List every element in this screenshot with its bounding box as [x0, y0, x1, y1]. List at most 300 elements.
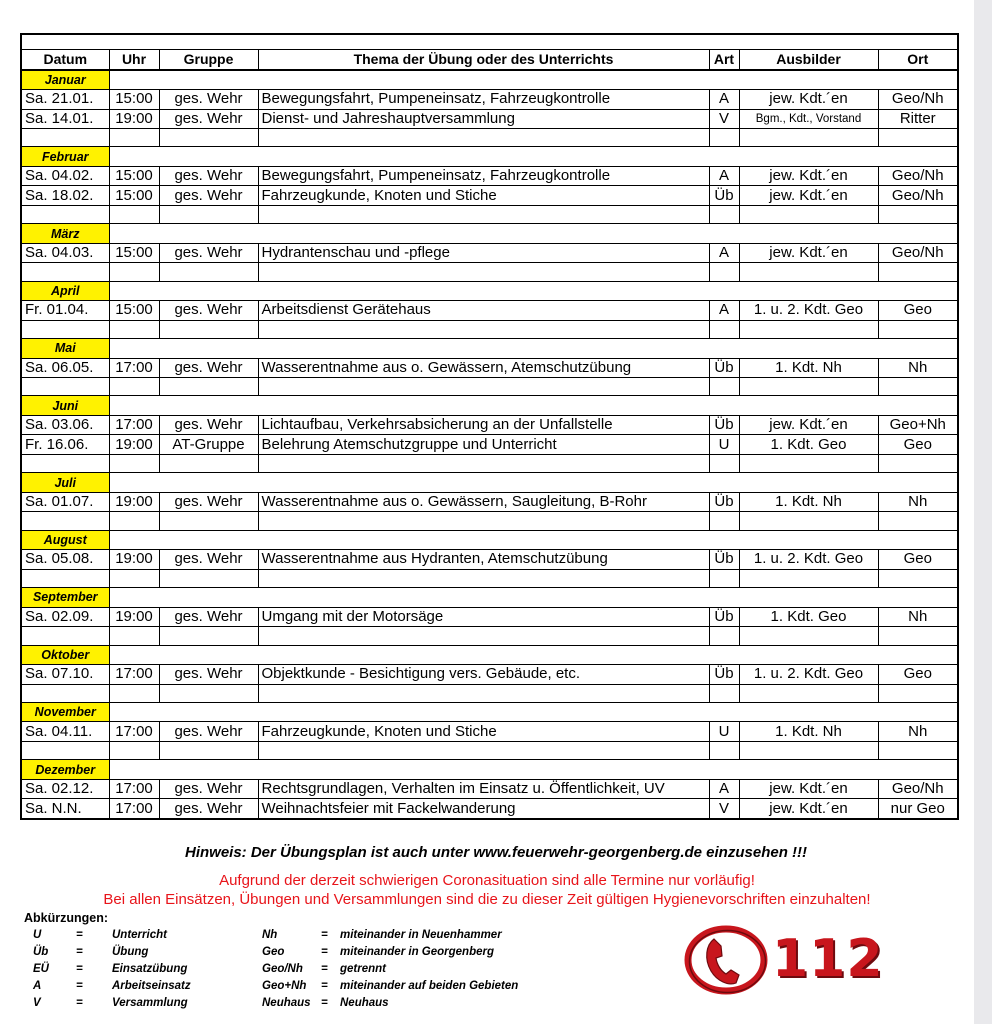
month-label: Januar: [21, 70, 109, 90]
table-row: [21, 301, 958, 321]
empty-cell: [709, 454, 739, 472]
corona-notice-line-2: Bei allen Einsätzen, Übungen und Versammlungen sind die zu dieser Zeit gültigen Hygienevorschriften einzuhalten!: [103, 891, 871, 908]
col-header-art: Art: [709, 50, 739, 70]
cell-datum: Sa. 18.02.: [21, 186, 109, 206]
cell-art: A: [709, 90, 739, 110]
cell-gruppe: ges. Wehr: [159, 415, 258, 435]
cell-ausbilder: 1. u. 2. Kdt. Geo: [739, 665, 878, 685]
empty-cell: [739, 263, 878, 281]
abbr-code: Üb: [33, 946, 49, 958]
cell-gruppe: ges. Wehr: [159, 492, 258, 512]
cell-thema: Wasserentnahme aus o. Gewässern, Atemschutzübung: [258, 358, 709, 378]
cell-uhr: 17:00: [109, 722, 159, 742]
month-row: [21, 70, 958, 90]
cell-art: A: [709, 166, 739, 186]
month-row-filler: [109, 473, 958, 493]
col-header-gruppe: Gruppe: [159, 50, 258, 70]
cell-thema: Weihnachtsfeier mit Fackelwanderung: [258, 799, 709, 819]
table-row: [21, 665, 958, 685]
empty-cell: [258, 320, 709, 338]
abbr-code: A: [33, 980, 42, 992]
abbr-meaning: Übung: [112, 946, 149, 958]
cell-ort: Geo/Nh: [878, 166, 958, 186]
empty-cell: [159, 627, 258, 645]
cell-gruppe: ges. Wehr: [159, 166, 258, 186]
month-row-filler: [109, 645, 958, 665]
cell-uhr: 15:00: [109, 243, 159, 263]
cell-uhr: 17:00: [109, 779, 159, 799]
abbr-meaning: Unterricht: [112, 929, 167, 941]
empty-cell: [709, 512, 739, 530]
month-row-filler: [109, 147, 958, 167]
abbreviations-title: Abkürzungen:: [24, 911, 109, 925]
col-header-datum: Datum: [21, 50, 109, 70]
empty-cell: [878, 627, 958, 645]
website-hint: Hinweis: Der Übungsplan ist auch unter www.feuerwehr-georgenberg.de einzusehen !!!: [184, 844, 808, 861]
cell-gruppe: ges. Wehr: [159, 186, 258, 206]
cell-thema: Belehrung Atemschutzgruppe und Unterricht: [258, 435, 709, 455]
table-row: [21, 415, 958, 435]
cell-ort: Nh: [878, 358, 958, 378]
month-row: [21, 530, 958, 550]
empty-row: [21, 129, 958, 147]
cell-datum: Sa. 01.07.: [21, 492, 109, 512]
schedule-table: [20, 33, 959, 820]
empty-cell: [109, 320, 159, 338]
empty-row: [21, 741, 958, 759]
cell-uhr: 15:00: [109, 186, 159, 206]
cell-art: V: [709, 109, 739, 129]
table-header-row: [21, 50, 958, 70]
table-row: [21, 358, 958, 378]
cell-ausbilder: Bgm., Kdt., Vorstand: [739, 109, 878, 129]
empty-row: [21, 205, 958, 223]
cell-ausbilder: 1. Kdt. Geo: [739, 435, 878, 455]
abbr-meaning: Arbeitseinsatz: [112, 980, 191, 992]
cell-ausbilder: 1. Kdt. Nh: [739, 492, 878, 512]
empty-cell: [21, 454, 109, 472]
cell-thema: Dienst- und Jahreshauptversammlung: [258, 109, 709, 129]
empty-cell: [709, 320, 739, 338]
empty-cell: [21, 129, 109, 147]
cell-uhr: 15:00: [109, 90, 159, 110]
empty-cell: [109, 378, 159, 396]
empty-cell: [709, 569, 739, 587]
month-row-filler: [109, 281, 958, 301]
empty-cell: [159, 684, 258, 702]
cell-art: Üb: [709, 415, 739, 435]
abbr-meaning: miteinander in Neuenhammer: [340, 929, 502, 941]
empty-row: [21, 378, 958, 396]
empty-cell: [21, 205, 109, 223]
cell-ausbilder: jew. Kdt.´en: [739, 799, 878, 819]
empty-cell: [878, 378, 958, 396]
empty-cell: [878, 454, 958, 472]
month-row: [21, 760, 958, 780]
empty-cell: [159, 263, 258, 281]
cell-ausbilder: jew. Kdt.´en: [739, 779, 878, 799]
empty-cell: [21, 378, 109, 396]
empty-row: [21, 263, 958, 281]
table-row: [21, 550, 958, 570]
month-row: [21, 702, 958, 722]
empty-cell: [258, 627, 709, 645]
cell-ort: nur Geo: [878, 799, 958, 819]
cell-ausbilder: jew. Kdt.´en: [739, 243, 878, 263]
empty-cell: [109, 569, 159, 587]
cell-art: Üb: [709, 607, 739, 627]
cell-ort: Geo/Nh: [878, 779, 958, 799]
month-row-filler: [109, 702, 958, 722]
empty-cell: [159, 512, 258, 530]
month-label: Juli: [21, 473, 109, 493]
empty-cell: [109, 627, 159, 645]
empty-cell: [739, 205, 878, 223]
table-row: [21, 243, 958, 263]
empty-cell: [21, 320, 109, 338]
cell-thema: Objektkunde - Besichtigung vers. Gebäude, etc.: [258, 665, 709, 685]
emergency-number-logo: [684, 925, 884, 995]
cell-thema: Wasserentnahme aus o. Gewässern, Saugleitung, B-Rohr: [258, 492, 709, 512]
cell-thema: Fahrzeugkunde, Knoten und Stiche: [258, 722, 709, 742]
empty-row: [21, 512, 958, 530]
table-row: [21, 166, 958, 186]
cell-thema: Bewegungsfahrt, Pumpeneinsatz, Fahrzeugkontrolle: [258, 90, 709, 110]
abbr-code: EÜ: [33, 963, 49, 975]
empty-cell: [739, 378, 878, 396]
emergency-number: 112: [772, 929, 884, 989]
col-header-thema: Thema der Übung oder des Unterrichts: [258, 50, 709, 70]
empty-row: [21, 627, 958, 645]
month-label: August: [21, 530, 109, 550]
cell-datum: Sa. 21.01.: [21, 90, 109, 110]
cell-thema: Hydrantenschau und -pflege: [258, 243, 709, 263]
cell-thema: Umgang mit der Motorsäge: [258, 607, 709, 627]
empty-cell: [878, 512, 958, 530]
abbr-meaning: Einsatzübung: [112, 963, 188, 975]
cell-ausbilder: jew. Kdt.´en: [739, 186, 878, 206]
cell-art: U: [709, 722, 739, 742]
cell-ort: Nh: [878, 722, 958, 742]
empty-cell: [709, 129, 739, 147]
col-header-uhr: Uhr: [109, 50, 159, 70]
month-label: November: [21, 702, 109, 722]
abbr-code: U: [33, 929, 42, 941]
empty-cell: [739, 741, 878, 759]
cell-thema: Lichtaufbau, Verkehrsabsicherung an der Unfallstelle: [258, 415, 709, 435]
cell-gruppe: ges. Wehr: [159, 109, 258, 129]
empty-row: [21, 454, 958, 472]
empty-row: [21, 320, 958, 338]
cell-art: U: [709, 435, 739, 455]
cell-uhr: 19:00: [109, 492, 159, 512]
cell-art: A: [709, 301, 739, 321]
cell-art: A: [709, 779, 739, 799]
abbr-meaning: miteinander in Georgenberg: [340, 946, 494, 958]
empty-cell: [21, 684, 109, 702]
cell-ort: Geo/Nh: [878, 186, 958, 206]
cell-thema: Fahrzeugkunde, Knoten und Stiche: [258, 186, 709, 206]
abbr-equals: =: [76, 980, 83, 992]
empty-cell: [159, 454, 258, 472]
empty-cell: [21, 741, 109, 759]
cell-ort: Geo: [878, 550, 958, 570]
empty-cell: [878, 569, 958, 587]
phone-handset-icon: [684, 925, 768, 995]
cell-uhr: 17:00: [109, 415, 159, 435]
cell-datum: Sa. 04.03.: [21, 243, 109, 263]
table-row: [21, 722, 958, 742]
empty-cell: [159, 320, 258, 338]
cell-thema: Bewegungsfahrt, Pumpeneinsatz, Fahrzeugkontrolle: [258, 166, 709, 186]
cell-uhr: 17:00: [109, 665, 159, 685]
cell-ausbilder: jew. Kdt.´en: [739, 90, 878, 110]
corona-notice-line-1: Aufgrund der derzeit schwierigen Coronasituation sind alle Termine nur vorläufig!: [219, 872, 755, 889]
cell-datum: Sa. 06.05.: [21, 358, 109, 378]
empty-cell: [739, 454, 878, 472]
cell-gruppe: AT-Gruppe: [159, 435, 258, 455]
empty-cell: [21, 569, 109, 587]
cell-uhr: 19:00: [109, 435, 159, 455]
cell-uhr: 15:00: [109, 301, 159, 321]
cell-ausbilder: 1. Kdt. Geo: [739, 607, 878, 627]
empty-cell: [878, 320, 958, 338]
cell-gruppe: ges. Wehr: [159, 358, 258, 378]
cell-gruppe: ges. Wehr: [159, 722, 258, 742]
month-row: [21, 396, 958, 416]
cell-gruppe: ges. Wehr: [159, 301, 258, 321]
empty-cell: [258, 378, 709, 396]
month-row-filler: [109, 70, 958, 90]
month-row: [21, 645, 958, 665]
cell-ort: Nh: [878, 607, 958, 627]
empty-cell: [878, 741, 958, 759]
empty-cell: [159, 129, 258, 147]
empty-cell: [739, 129, 878, 147]
cell-art: A: [709, 243, 739, 263]
month-label: Oktober: [21, 645, 109, 665]
empty-cell: [709, 378, 739, 396]
empty-cell: [109, 741, 159, 759]
cell-art: V: [709, 799, 739, 819]
abbr-meaning: miteinander auf beiden Gebieten: [340, 980, 519, 992]
cell-gruppe: ges. Wehr: [159, 779, 258, 799]
cell-uhr: 19:00: [109, 550, 159, 570]
cell-ort: Ritter: [878, 109, 958, 129]
empty-cell: [878, 205, 958, 223]
table-row: [21, 90, 958, 110]
cell-datum: Sa. 07.10.: [21, 665, 109, 685]
empty-cell: [878, 263, 958, 281]
empty-cell: [709, 627, 739, 645]
cell-ausbilder: 1. Kdt. Nh: [739, 722, 878, 742]
cell-gruppe: ges. Wehr: [159, 607, 258, 627]
abbr-equals: =: [76, 963, 83, 975]
cell-ort: Geo: [878, 665, 958, 685]
cell-gruppe: ges. Wehr: [159, 243, 258, 263]
cell-ort: Nh: [878, 492, 958, 512]
page-margin-strip: [974, 0, 992, 1024]
cell-ort: Geo: [878, 301, 958, 321]
empty-row: [21, 684, 958, 702]
month-label: Februar: [21, 147, 109, 167]
abbr-meaning: Versammlung: [112, 997, 188, 1009]
table-row: [21, 435, 958, 455]
empty-cell: [739, 512, 878, 530]
cell-uhr: 15:00: [109, 166, 159, 186]
empty-cell: [21, 627, 109, 645]
empty-cell: [109, 454, 159, 472]
cell-art: Üb: [709, 492, 739, 512]
cell-ausbilder: 1. u. 2. Kdt. Geo: [739, 550, 878, 570]
empty-cell: [258, 741, 709, 759]
cell-ort: Geo/Nh: [878, 90, 958, 110]
month-row-filler: [109, 224, 958, 244]
cell-gruppe: ges. Wehr: [159, 550, 258, 570]
cell-art: Üb: [709, 186, 739, 206]
abbr-equals: =: [321, 980, 328, 992]
table-top-spacer: [21, 34, 958, 50]
month-row: [21, 588, 958, 608]
cell-ort: Geo+Nh: [878, 415, 958, 435]
month-label: Juni: [21, 396, 109, 416]
abbr-code: Geo: [262, 946, 285, 958]
abbr-equals: =: [321, 929, 328, 941]
cell-thema: Rechtsgrundlagen, Verhalten im Einsatz u. Öffentlichkeit, UV: [258, 779, 709, 799]
cell-gruppe: ges. Wehr: [159, 90, 258, 110]
empty-cell: [109, 129, 159, 147]
month-row: [21, 473, 958, 493]
abbr-equals: =: [76, 946, 83, 958]
empty-cell: [109, 263, 159, 281]
cell-ort: Geo: [878, 435, 958, 455]
empty-cell: [878, 684, 958, 702]
cell-datum: Fr. 01.04.: [21, 301, 109, 321]
cell-datum: Sa. 02.12.: [21, 779, 109, 799]
abbr-code: Neuhaus: [262, 997, 311, 1009]
cell-uhr: 17:00: [109, 358, 159, 378]
month-row-filler: [109, 760, 958, 780]
abbr-code: Geo/Nh: [262, 963, 303, 975]
empty-cell: [878, 129, 958, 147]
month-row-filler: [109, 339, 958, 359]
empty-cell: [258, 684, 709, 702]
empty-cell: [159, 569, 258, 587]
cell-ort: Geo/Nh: [878, 243, 958, 263]
col-header-ausbilder: Ausbilder: [739, 50, 878, 70]
month-label: September: [21, 588, 109, 608]
month-row: [21, 281, 958, 301]
cell-thema: Wasserentnahme aus Hydranten, Atemschutzübung: [258, 550, 709, 570]
empty-cell: [709, 205, 739, 223]
table-row: [21, 779, 958, 799]
month-row-filler: [109, 530, 958, 550]
empty-cell: [739, 569, 878, 587]
cell-gruppe: ges. Wehr: [159, 665, 258, 685]
empty-cell: [21, 263, 109, 281]
empty-cell: [21, 512, 109, 530]
empty-cell: [159, 741, 258, 759]
empty-cell: [159, 205, 258, 223]
month-row: [21, 224, 958, 244]
abbr-equals: =: [76, 997, 83, 1009]
table-row: [21, 607, 958, 627]
cell-ausbilder: 1. Kdt. Nh: [739, 358, 878, 378]
abbr-equals: =: [76, 929, 83, 941]
abbr-code: V: [33, 997, 41, 1009]
empty-cell: [258, 512, 709, 530]
cell-gruppe: ges. Wehr: [159, 799, 258, 819]
col-header-ort: Ort: [878, 50, 958, 70]
month-row-filler: [109, 396, 958, 416]
cell-ausbilder: jew. Kdt.´en: [739, 166, 878, 186]
month-label: April: [21, 281, 109, 301]
abbr-equals: =: [321, 946, 328, 958]
abbr-equals: =: [321, 963, 328, 975]
cell-ausbilder: 1. u. 2. Kdt. Geo: [739, 301, 878, 321]
cell-datum: Sa. 04.11.: [21, 722, 109, 742]
month-label: März: [21, 224, 109, 244]
cell-uhr: 17:00: [109, 799, 159, 819]
empty-cell: [159, 378, 258, 396]
cell-art: Üb: [709, 358, 739, 378]
table-row: [21, 492, 958, 512]
cell-datum: Fr. 16.06.: [21, 435, 109, 455]
cell-thema: Arbeitsdienst Gerätehaus: [258, 301, 709, 321]
cell-datum: Sa. 03.06.: [21, 415, 109, 435]
abbr-equals: =: [321, 997, 328, 1009]
abbr-meaning: Neuhaus: [340, 997, 389, 1009]
empty-cell: [109, 205, 159, 223]
empty-cell: [258, 129, 709, 147]
month-row: [21, 339, 958, 359]
cell-uhr: 19:00: [109, 607, 159, 627]
empty-cell: [739, 627, 878, 645]
abbr-meaning: getrennt: [340, 963, 386, 975]
month-row-filler: [109, 588, 958, 608]
empty-cell: [709, 741, 739, 759]
table-row: [21, 186, 958, 206]
cell-art: Üb: [709, 550, 739, 570]
empty-cell: [709, 263, 739, 281]
cell-datum: Sa. 05.08.: [21, 550, 109, 570]
empty-cell: [739, 684, 878, 702]
abbr-code: Geo+Nh: [262, 980, 307, 992]
abbr-code: Nh: [262, 929, 278, 941]
month-label: Mai: [21, 339, 109, 359]
empty-cell: [709, 684, 739, 702]
table-row: [21, 109, 958, 129]
empty-cell: [739, 320, 878, 338]
empty-cell: [258, 263, 709, 281]
cell-ausbilder: jew. Kdt.´en: [739, 415, 878, 435]
cell-datum: Sa. N.N.: [21, 799, 109, 819]
month-label: Dezember: [21, 760, 109, 780]
cell-datum: Sa. 14.01.: [21, 109, 109, 129]
empty-cell: [258, 205, 709, 223]
empty-cell: [258, 454, 709, 472]
table-row: [21, 799, 958, 819]
cell-datum: Sa. 04.02.: [21, 166, 109, 186]
cell-art: Üb: [709, 665, 739, 685]
empty-cell: [109, 512, 159, 530]
empty-cell: [258, 569, 709, 587]
cell-datum: Sa. 02.09.: [21, 607, 109, 627]
cell-uhr: 19:00: [109, 109, 159, 129]
empty-row: [21, 569, 958, 587]
empty-cell: [109, 684, 159, 702]
month-row: [21, 147, 958, 167]
